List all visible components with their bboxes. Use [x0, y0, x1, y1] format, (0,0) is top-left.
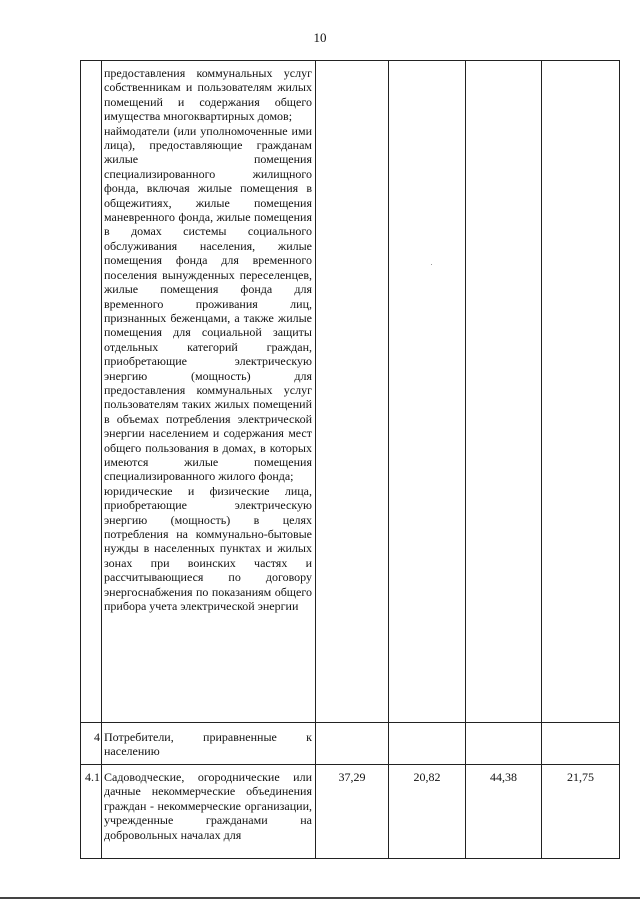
table-border-bottom — [80, 858, 620, 859]
row-divider-2 — [80, 764, 620, 765]
table-col-divider-num — [101, 60, 102, 859]
scan-speck — [431, 264, 432, 265]
row-description — [104, 730, 312, 759]
row-description — [104, 66, 312, 613]
description-paragraph: Потребители, приравненные к населению — [104, 730, 312, 759]
row-description — [104, 770, 312, 842]
tariff-value: 44,38 — [490, 770, 517, 784]
row-divider-1 — [80, 722, 620, 723]
description-paragraph: наймодатели (или уполномоченные ими лица), предоставляющие гражданам жилые помещения специализированного жилищного фонда, включая жилые помещения в общежитиях, жилые помещения маневренного фонда, жилые помещения в домах системы социального обслуживания населения, жилые помещения фонда для временного поселения вынужденных переселенцев, жилые помещения фонда для временного проживания лиц, признанных беженцами, а также жилые помещения для социальной защиты отдельных категорий граждан, приобретающие электрическую энергию (мощность) для предоставления коммунальных услуг пользователям таких жилых помещений в объемах потребления электрической энергии населением и содержания мест общего пользования в домах, в которых имеются жилые помещения специализированного жилого фонда; — [104, 123, 312, 484]
description-paragraph: юридические и физические лица, приобретающие электрическую энергию (мощность) в целях потребления на коммунально-бытовые нужды в населенных пунктах и жилых зонах при воинских частях и рассчитывающиеся по договору энергоснабжения по показаниям общего прибора учета электрической энергии — [104, 483, 312, 614]
row-number: 4 — [94, 730, 100, 744]
scan-bottom-edge — [0, 897, 640, 899]
description-paragraph: Садоводческие, огороднические или дачные некоммерческие объединения граждан - некоммерческие организации, учрежденные гражданами на добровольных началах для — [104, 770, 312, 842]
row-number: 4.1 — [85, 770, 100, 784]
table-col-divider-3 — [541, 60, 542, 859]
tariff-value: 37,29 — [338, 770, 366, 784]
table-border-left — [80, 60, 81, 859]
tariff-value: 21,75 — [567, 770, 594, 784]
table-border-top — [80, 60, 620, 61]
table-col-divider-2 — [465, 60, 466, 859]
table-border-right — [619, 60, 620, 859]
tariff-value: 20,82 — [413, 770, 441, 784]
table-col-divider-desc — [315, 60, 316, 859]
table-col-divider-1 — [388, 60, 389, 859]
page-number: 10 — [313, 30, 327, 45]
description-paragraph: предоставления коммунальных услуг собственникам и пользователям жилых помещений и содержания общего имущества многоквартирных домов; — [104, 66, 312, 124]
